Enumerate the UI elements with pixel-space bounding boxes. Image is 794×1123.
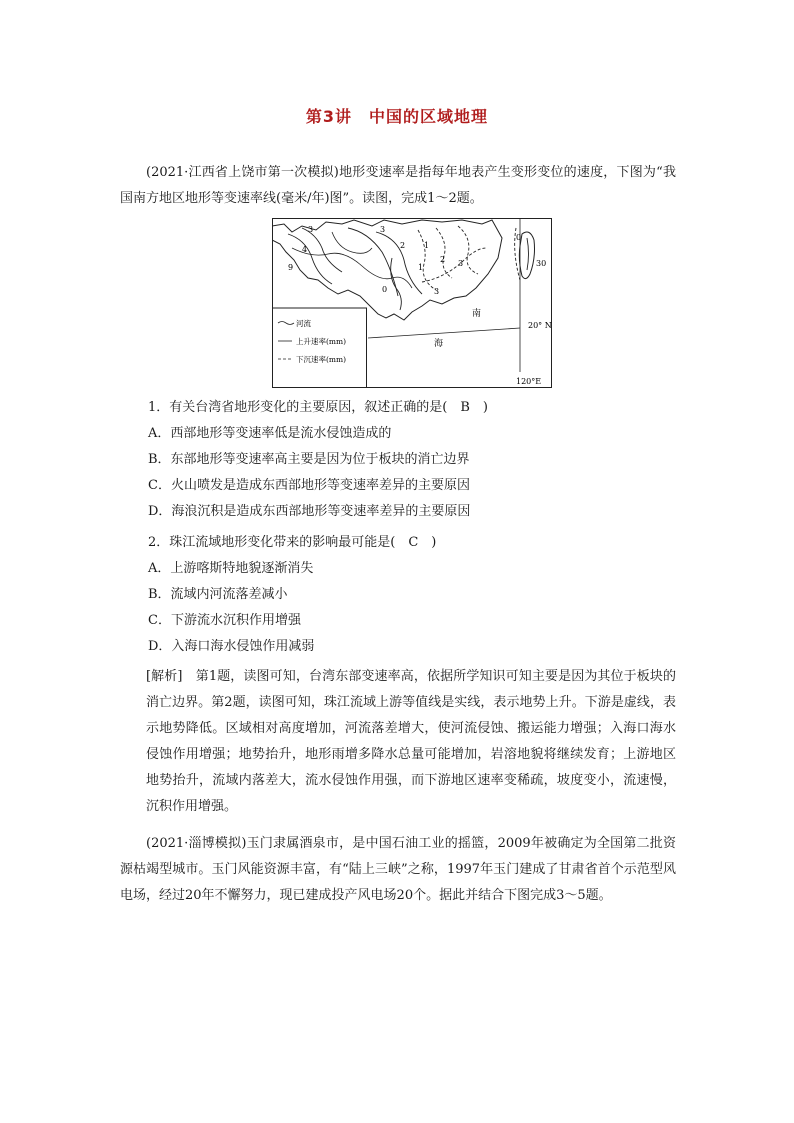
contour-value: 9 (288, 263, 294, 272)
longitude-label: 120°E (516, 377, 542, 386)
question-2-option-b: B．流域内河流落差减小 (148, 587, 288, 602)
question-1-stem: 1．有关台湾省地形变化的主要原因，叙述正确的是( B ) (148, 400, 488, 415)
contour-value: 3 (308, 225, 314, 234)
legend-sink: 下沉速率(mm) (296, 355, 347, 364)
legend-river: 河流 (296, 319, 311, 328)
contour-value: 2 (440, 255, 446, 264)
page-title: 第3讲 中国的区域地理 (305, 107, 489, 126)
sea-label-1: 南 (472, 309, 482, 319)
contour-value: 1 (424, 241, 430, 250)
question-1-option-b: B．东部地形等变速率高主要是因为位于板块的消亡边界 (148, 452, 470, 467)
contour-value: 3 (380, 225, 386, 234)
contour-value: 2 (400, 241, 406, 250)
contour-value: 3 (458, 259, 464, 268)
analysis-paragraph: [解析] 第1题，读图可知，台湾东部变速率高，依据所学知识可知主要是因为其位于板块的消亡边界。第2题，读图可知，珠江流域上游等值线是实线，表示地势上升。下游是虚线，表示地势降低。区域相对高度增加，河流落差增大，使河流侵蚀、搬运能力增强；入海口海水侵蚀作用增强；地势抬升，地形雨增多降水总量可能增加，岩溶地貌将继续发育；上游地区地势抬升，流域内落差大，流水侵蚀作用强，而下游地区速率变稀疏，坡度变小，流速慢，沉积作用增强。 (146, 669, 676, 814)
question-2-option-c: C．下游流水沉积作用增强 (148, 613, 301, 628)
intro-paragraph-2: (2021·淄博模拟)玉门隶属酒泉市，是中国石油工业的摇篮，2009年被确定为全国第二批资源枯竭型城市。玉门风能资源丰富，有“陆上三峡”之称，1997年玉门建成了甘肃省首个示范型风电场，经过20年不懈努力，现已建成投产风电场20个。据此并结合下图完成3～5题。 (120, 836, 676, 903)
question-1-option-d: D．海浪沉积是造成东西部地形等变速率差异的主要原因 (148, 504, 471, 519)
question-2-stem: 2．珠江流域地形变化带来的影响最可能是( C ) (148, 535, 437, 550)
contour-value: 4 (302, 245, 308, 254)
question-1-option-c: C．火山喷发是造成东西部地形等变速率差异的主要原因 (148, 478, 470, 493)
question-2-option-a: A．上游喀斯特地貌逐渐消失 (148, 561, 314, 576)
contour-value: 0 (516, 233, 522, 242)
question-2-option-d: D．入海口海水侵蚀作用减弱 (148, 639, 315, 654)
latitude-label: 20° N (528, 321, 552, 330)
sea-label-2: 海 (434, 339, 444, 349)
intro-paragraph-1: (2021·江西省上饶市第一次模拟)地形变速率是指每年地表产生变形变位的速度，下图为“我国南方地区地形等变速率线(毫米/年)图”。读图，完成1～2题。 (120, 165, 676, 206)
contour-value: 3 (434, 287, 440, 296)
contour-value: 0 (382, 285, 388, 294)
contour-value: 1 (418, 263, 424, 272)
question-1-option-a: A．西部地形等变速率低是流水侵蚀造成的 (148, 426, 392, 441)
deformation-rate-map (272, 218, 552, 388)
contour-value: 30 (536, 259, 547, 268)
legend-rise: 上升速率(mm) (296, 337, 347, 346)
